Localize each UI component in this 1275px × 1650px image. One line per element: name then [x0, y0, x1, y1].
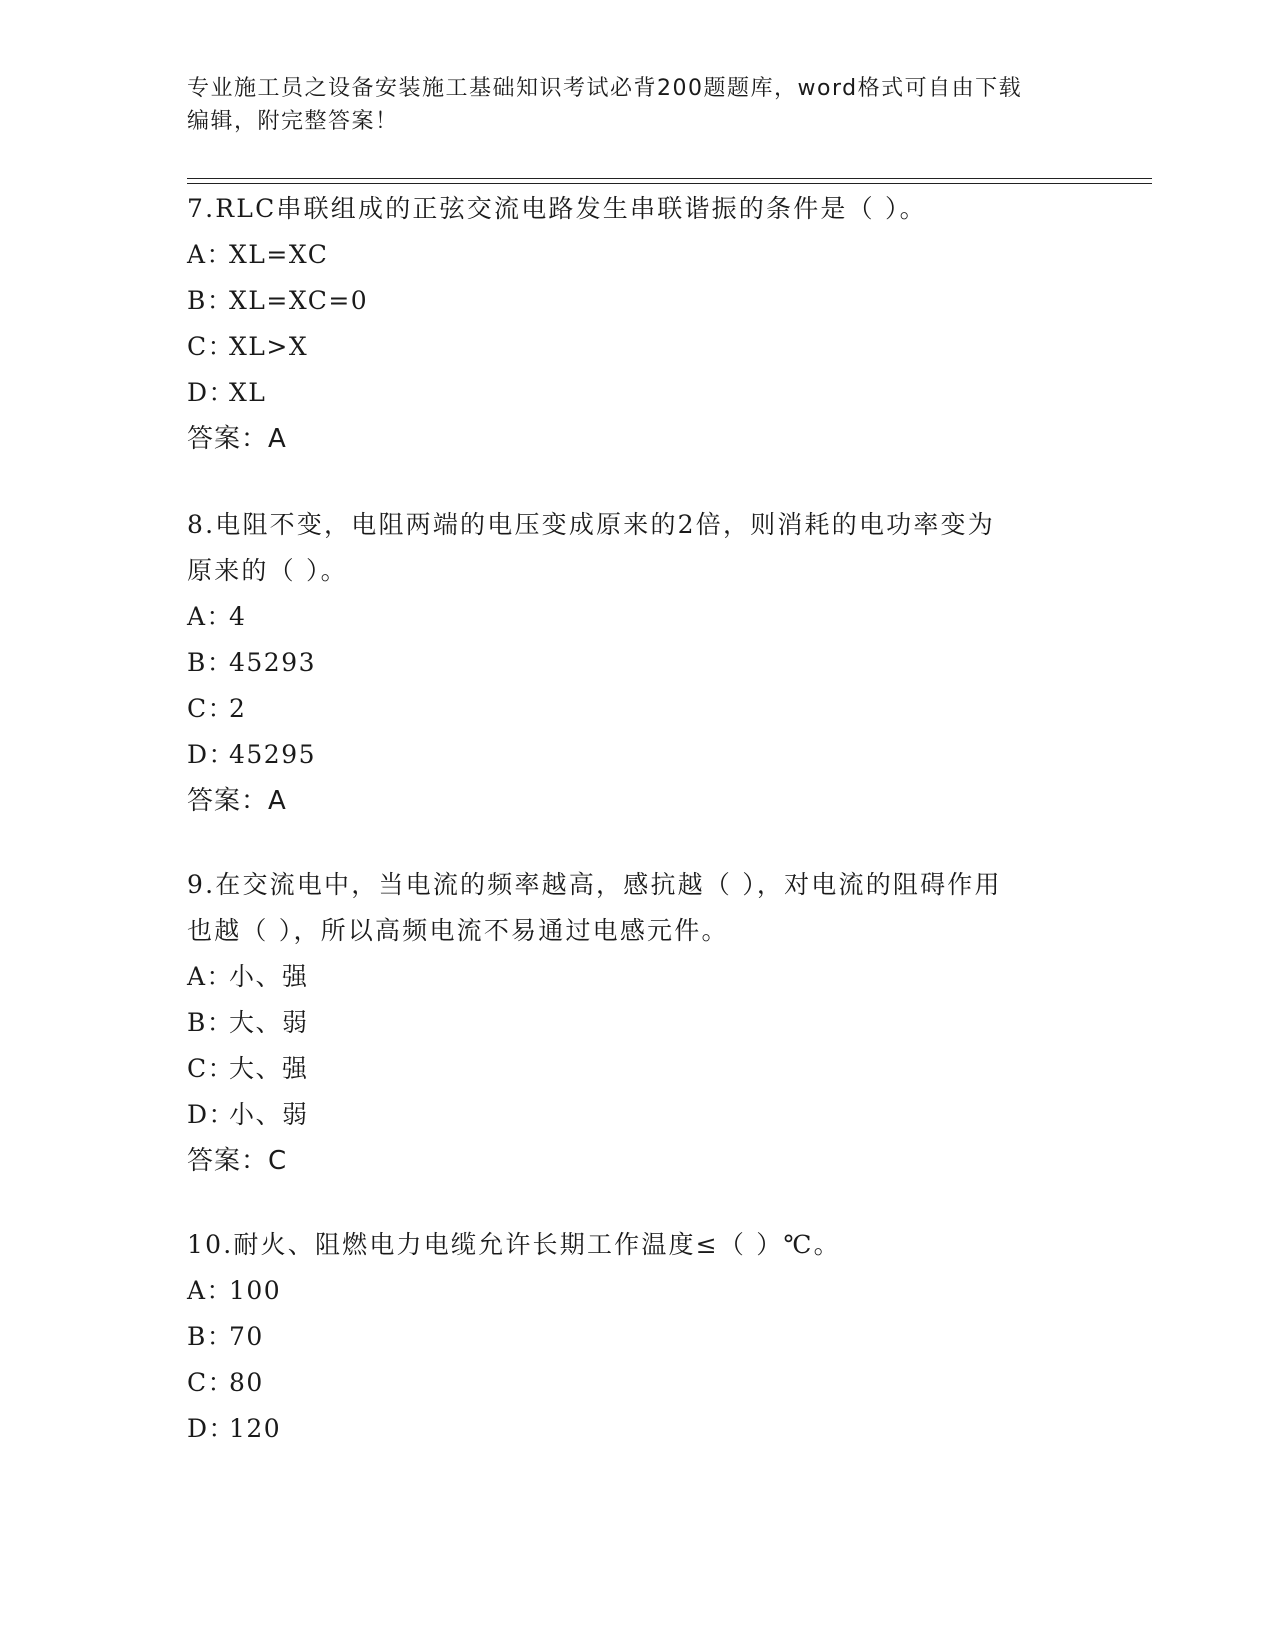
- question-9: [187, 862, 1087, 1184]
- option-d: [187, 1406, 1087, 1452]
- option-label: A：: [187, 962, 234, 991]
- question-7: [187, 186, 1087, 462]
- option-label: A：: [187, 602, 234, 631]
- option-b: [187, 1314, 1087, 1360]
- document-header: [187, 72, 1087, 138]
- option-c: [187, 324, 1087, 370]
- question-text: 7.RLC串联组成的正弦交流电路发生串联谐振的条件是（ ）。: [187, 194, 927, 223]
- option-c: [187, 1360, 1087, 1406]
- header-line-1: 专业施工员之设备安装施工基础知识考试必背200题题库，word格式可自由下载: [187, 76, 1023, 101]
- option-d: [187, 1092, 1087, 1138]
- answer: 答案：C: [187, 1146, 288, 1176]
- option-label: D：: [187, 378, 236, 407]
- option-text: 大、弱: [229, 1008, 309, 1037]
- option-text: 小、强: [229, 962, 309, 991]
- option-b: [187, 1000, 1087, 1046]
- question-text: 8.电阻不变，电阻两端的电压变成原来的2倍，则消耗的电功率变为: [187, 510, 995, 539]
- option-a: [187, 232, 1087, 278]
- answer: 答案：A: [187, 786, 287, 816]
- option-label: D：: [187, 740, 236, 769]
- option-b: [187, 640, 1087, 686]
- option-text: 80: [229, 1368, 264, 1397]
- option-text: XL>X: [229, 332, 309, 361]
- answer: 答案：A: [187, 424, 287, 454]
- option-label: D：: [187, 1100, 236, 1129]
- option-text: XL=XC: [229, 240, 329, 269]
- header-divider-top: [187, 178, 1152, 179]
- option-label: C：: [187, 694, 235, 723]
- header-divider-bottom: [187, 183, 1152, 184]
- option-a: [187, 1268, 1087, 1314]
- option-text: 100: [229, 1276, 282, 1305]
- option-text: 大、强: [229, 1054, 309, 1083]
- option-label: A：: [187, 1276, 234, 1305]
- option-text: 120: [229, 1414, 282, 1443]
- option-text: 45293: [229, 648, 317, 677]
- option-text: 4: [229, 602, 247, 631]
- question-10: [187, 1222, 1087, 1452]
- option-label: D：: [187, 1414, 236, 1443]
- option-label: B：: [187, 286, 234, 315]
- question-text: 10.耐火、阻燃电力电缆允许长期工作温度≤（ ）℃。: [187, 1230, 841, 1259]
- question-text: 原来的（ ）。: [187, 556, 348, 585]
- option-d: [187, 370, 1087, 416]
- header-line-2: 编辑，附完整答案！: [187, 109, 399, 134]
- question-text: 9.在交流电中，当电流的频率越高，感抗越（ ），对电流的阻碍作用: [187, 870, 1002, 899]
- option-label: A：: [187, 240, 234, 269]
- option-text: XL=XC=0: [229, 286, 369, 315]
- option-a: [187, 594, 1087, 640]
- question-8: [187, 502, 1087, 824]
- option-b: [187, 278, 1087, 324]
- option-label: B：: [187, 1322, 234, 1351]
- option-d: [187, 732, 1087, 778]
- option-c: [187, 1046, 1087, 1092]
- option-label: B：: [187, 648, 234, 677]
- option-text: 小、弱: [229, 1100, 309, 1129]
- option-text: 45295: [229, 740, 317, 769]
- option-label: B：: [187, 1008, 234, 1037]
- option-text: 70: [229, 1322, 264, 1351]
- option-label: C：: [187, 1368, 235, 1397]
- question-text: 也越（ ），所以高频电流不易通过电感元件。: [187, 916, 729, 945]
- option-label: C：: [187, 1054, 235, 1083]
- option-text: 2: [229, 694, 247, 723]
- option-label: C：: [187, 332, 235, 361]
- option-c: [187, 686, 1087, 732]
- option-text: XL: [229, 378, 267, 407]
- option-a: [187, 954, 1087, 1000]
